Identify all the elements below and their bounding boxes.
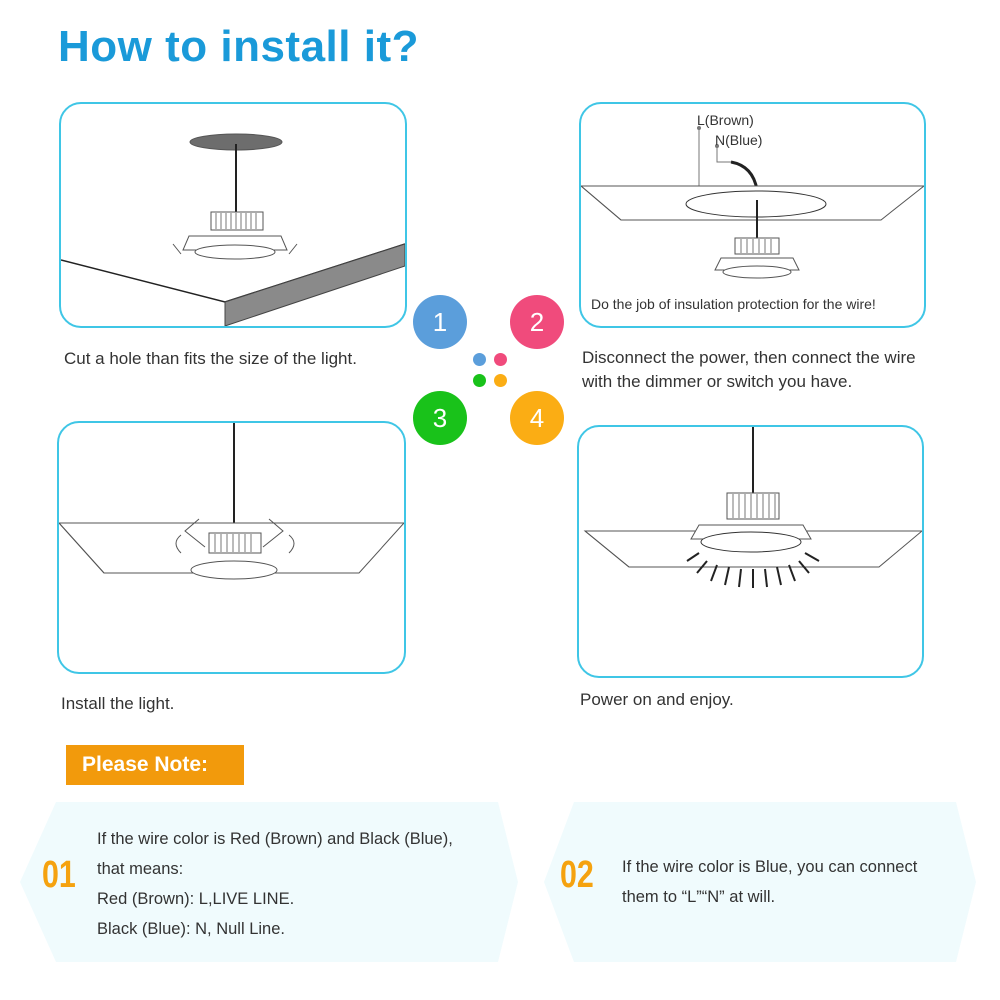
step-2-caption-line-2: with the dimmer or switch you have. [582, 372, 853, 391]
note-1-line-4: Black (Blue): N, Null Line. [97, 920, 285, 938]
note-number-01: 01 [42, 854, 76, 896]
insulation-note: Do the job of insulation protection for the wire! [591, 296, 876, 312]
note-text-2 [622, 852, 917, 912]
note-1-line-1: If the wire color is Red (Brown) and Black (Blue), [97, 830, 453, 848]
step-2-badge: 2 [510, 295, 564, 349]
step-1-badge: 1 [413, 295, 467, 349]
note-number-02: 02 [560, 854, 594, 896]
step-3-caption: Install the light. [61, 694, 175, 713]
step-2-dot [494, 353, 507, 366]
step-4-illustration [577, 425, 924, 678]
step-4-dot [494, 374, 507, 387]
step-2-illustration [579, 102, 926, 328]
note-2-line-2: them to “L”“N” at will. [622, 888, 776, 906]
please-note-banner: Please Note: [66, 745, 244, 785]
wire-label-live: L(Brown) [697, 112, 754, 128]
wire-label-neutral: N(Blue) [715, 132, 763, 148]
note-box-1 [20, 802, 518, 962]
step-4-badge: 4 [510, 391, 564, 445]
step-3-badge: 3 [413, 391, 467, 445]
step-3-illustration [57, 421, 406, 674]
step-3-dot [473, 374, 486, 387]
step-2-caption-line-1: Disconnect the power, then connect the wire [582, 348, 916, 367]
step-4-caption: Power on and enjoy. [580, 690, 734, 709]
step-1-dot [473, 353, 486, 366]
note-1-line-2: that means: [97, 860, 184, 878]
page-title: How to install it? [58, 22, 419, 71]
note-2-line-1: If the wire color is Blue, you can connect [622, 858, 918, 876]
step-1-caption: Cut a hole than fits the size of the light. [64, 349, 357, 368]
note-box-2 [544, 802, 976, 962]
step-2-caption [582, 346, 916, 394]
step-1-illustration [59, 102, 407, 328]
note-text-1 [97, 824, 453, 944]
note-1-line-3: Red (Brown): L,LIVE LINE. [97, 890, 295, 908]
